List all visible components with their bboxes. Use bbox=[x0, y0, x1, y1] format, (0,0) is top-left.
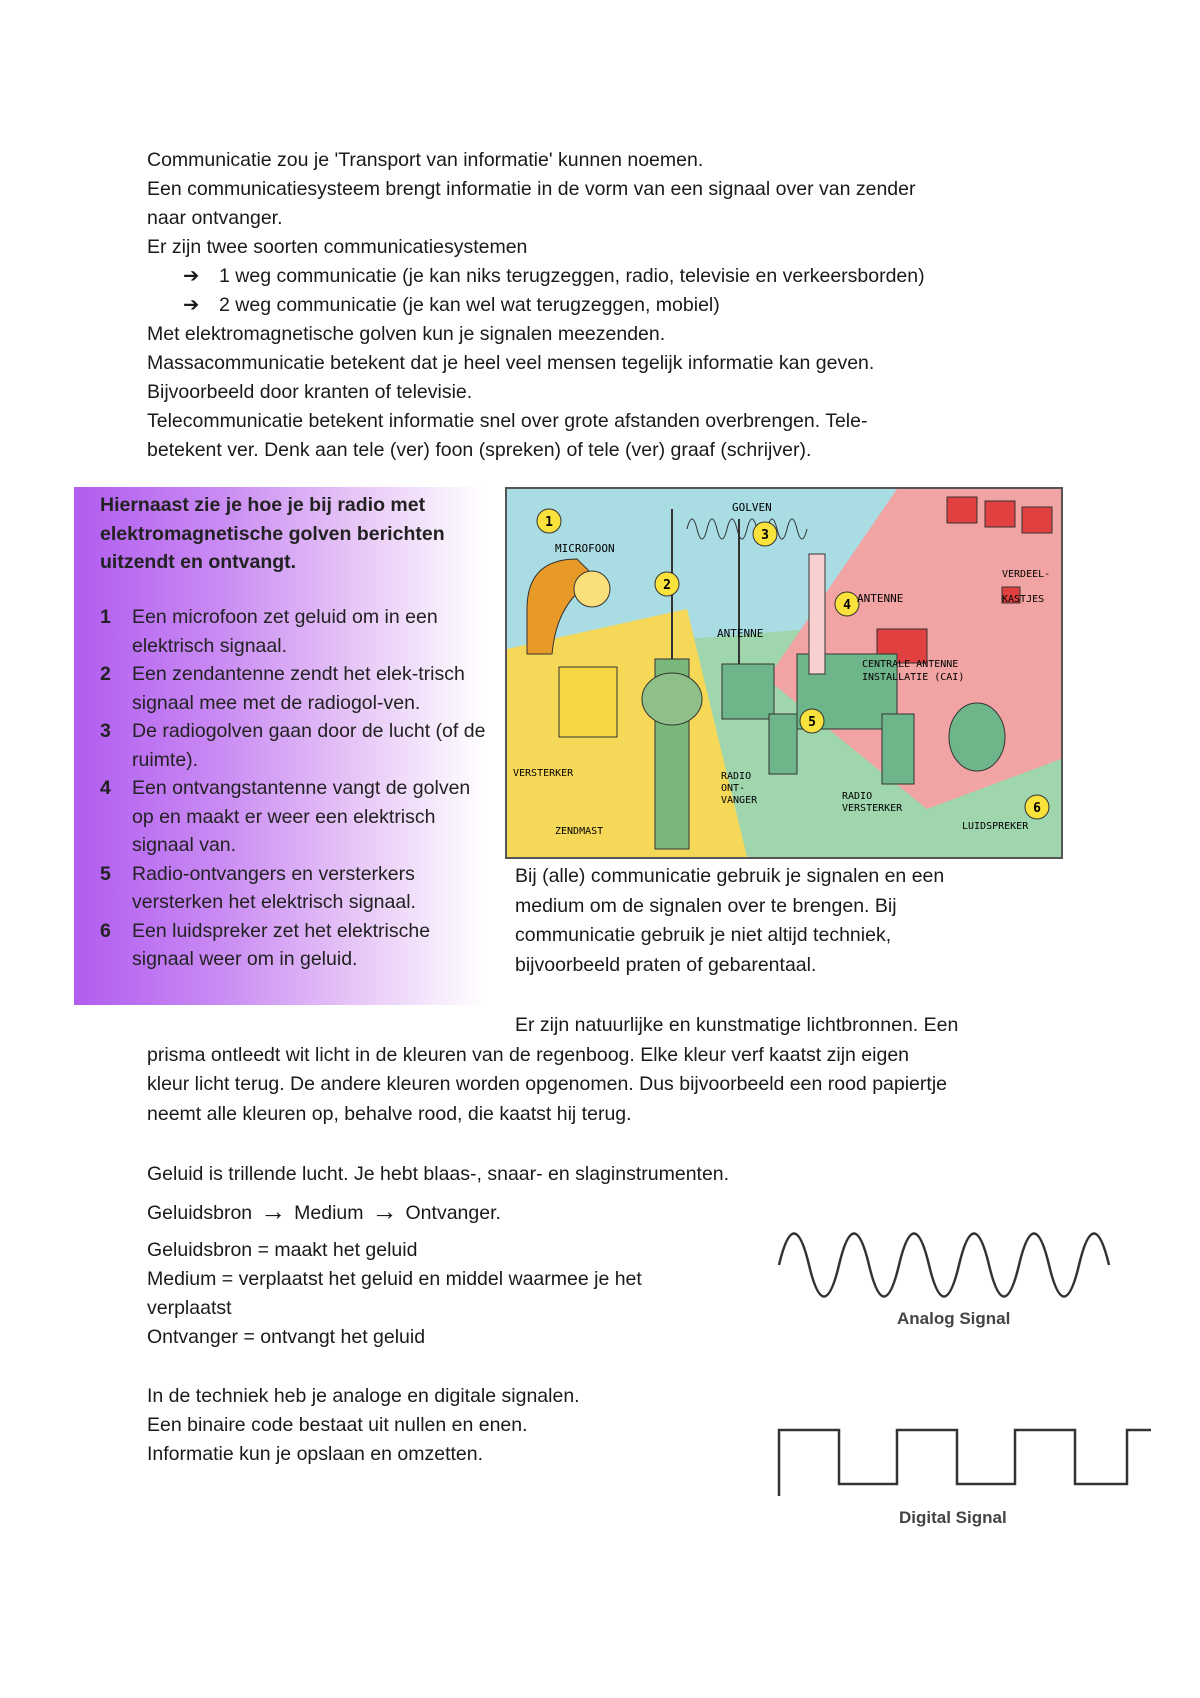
text-line: communicatie gebruik je niet altijd techniek, bbox=[515, 924, 892, 946]
label-radio-ontvanger: VANGER bbox=[721, 795, 758, 806]
label-radio-versterker: VERSTERKER bbox=[842, 803, 903, 814]
svg-text:1: 1 bbox=[545, 515, 553, 530]
label-microfoon: MICROFOON bbox=[555, 542, 615, 555]
label-cai: CENTRALE ANTENNE bbox=[862, 659, 959, 670]
label-golven: GOLVEN bbox=[732, 501, 772, 514]
text-line: Medium = verplaatst het geluid en middel waarmee je het bbox=[147, 1268, 642, 1290]
label-radio-versterker: RADIO bbox=[842, 791, 873, 802]
flow-medium: Medium bbox=[294, 1202, 364, 1224]
text-line: Er zijn natuurlijke en kunstmatige lichtbronnen. Een bbox=[515, 1014, 959, 1036]
svg-text:6: 6 bbox=[1033, 801, 1041, 816]
text-line: Informatie kun je opslaan en omzetten. bbox=[147, 1443, 484, 1465]
text-line: Communicatie zou je 'Transport van informatie' kunnen noemen. bbox=[147, 149, 704, 171]
text-line: medium om de signalen over te brengen. Bij bbox=[515, 894, 897, 917]
label-antenne: ANTENNE bbox=[717, 627, 764, 640]
marker-4 bbox=[835, 592, 859, 616]
digital-signal-label: Digital Signal bbox=[899, 1508, 1007, 1527]
svg-text:2: 2 bbox=[663, 578, 671, 593]
house-icon bbox=[947, 497, 977, 523]
text-line: Ontvanger = ontvangt het geluid bbox=[147, 1326, 426, 1348]
list-item: 2 Een zendantenne zendt het elek-trisch signaal mee met de radiogol-ven. bbox=[100, 663, 465, 714]
text-line: Een communicatiesysteem brengt informatie in de vorm van een signaal over van zender bbox=[147, 178, 916, 200]
radio-illustration bbox=[505, 487, 1063, 859]
text-line: Telecommunicatie betekent informatie snel over grote afstanden overbrengen. Tele- bbox=[147, 410, 868, 432]
list-item: 1 Een microfoon zet geluid om in een elektrisch signaal. bbox=[100, 606, 438, 657]
text-line: In de techniek heb je analoge en digitale signalen. bbox=[147, 1385, 580, 1407]
marker-1 bbox=[537, 509, 561, 533]
text-line: Bij (alle) communicatie gebruik je signalen en een bbox=[515, 865, 945, 887]
text-line: bijvoorbeeld praten of gebarentaal. bbox=[515, 953, 817, 976]
signals-paragraph bbox=[147, 1382, 580, 1469]
marker-6 bbox=[1025, 795, 1049, 819]
marker-3 bbox=[753, 522, 777, 546]
radio-receiver-icon bbox=[722, 664, 774, 719]
speaker-box-icon bbox=[769, 714, 797, 774]
marker-5 bbox=[800, 709, 824, 733]
list-item: 5 Radio-ontvangers en versterkers versterken het elektrisch signaal. bbox=[100, 862, 416, 913]
microphone-head bbox=[574, 571, 610, 607]
arrow-icon: ➔ bbox=[183, 294, 200, 316]
tower-top bbox=[642, 673, 702, 725]
marker-2 bbox=[655, 572, 679, 596]
intro-paragraph bbox=[147, 146, 925, 465]
label-kastjes: KASTJES bbox=[1002, 594, 1045, 605]
label-radio-ontvanger: RADIO bbox=[721, 771, 752, 782]
label-cai: INSTALLATIE (CAI) bbox=[862, 672, 965, 683]
label-antenne: ANTENNE bbox=[857, 592, 904, 605]
text-line: Een binaire code bestaat uit nullen en enen. bbox=[147, 1414, 528, 1436]
text-line: Geluidsbron = maakt het geluid bbox=[147, 1239, 418, 1261]
amplifier-icon bbox=[559, 667, 617, 737]
text-line: Massacommunicatie betekent dat je heel veel mensen tegelijk informatie kan geven. bbox=[147, 352, 875, 374]
house-icon bbox=[1022, 507, 1052, 533]
text-line: neemt alle kleuren op, behalve rood, die kaatst hij terug. bbox=[147, 1102, 632, 1125]
label-radio-ontvanger: ONT- bbox=[721, 783, 746, 794]
digital-signal-figure bbox=[775, 1418, 1155, 1538]
radio-explanation-box bbox=[74, 487, 486, 1005]
text-line: Er zijn twee soorten communicatiesystemen bbox=[147, 236, 528, 258]
analog-signal-figure bbox=[775, 1225, 1115, 1335]
waves-icon bbox=[687, 519, 807, 539]
text-line: verplaatst bbox=[147, 1297, 232, 1319]
list-item: 6 Een luidspreker zet het elektrische signaal weer om in geluid. bbox=[100, 919, 431, 970]
arrow-right-icon: → bbox=[260, 1196, 287, 1226]
flow-source: Geluidsbron bbox=[147, 1202, 253, 1224]
square-wave-icon bbox=[775, 1418, 1155, 1498]
flow-receiver: Ontvanger. bbox=[405, 1202, 501, 1224]
bullet-item: ➔ 1 weg communicatie (je kan niks terugzeggen, radio, televisie en verkeersborden) bbox=[147, 262, 925, 291]
light-paragraph bbox=[147, 1011, 958, 1129]
arrow-right-icon: → bbox=[371, 1196, 398, 1226]
svg-text:3: 3 bbox=[761, 528, 769, 543]
arrow-icon: ➔ bbox=[183, 265, 200, 287]
text-line: prisma ontleedt wit licht in de kleuren van de regenboog. Elke kleur verf kaatst zijn eigen bbox=[147, 1043, 910, 1066]
text-line: naar ontvanger. bbox=[147, 207, 283, 229]
antenna-mast-icon bbox=[809, 554, 825, 674]
sound-intro: Geluid is trillende lucht. Je hebt blaas-, snaar- en slaginstrumenten. bbox=[147, 1163, 730, 1185]
text-line: Bijvoorbeeld door kranten of televisie. bbox=[147, 381, 473, 403]
text-line: Met elektromagnetische golven kun je signalen meezenden. bbox=[147, 323, 666, 345]
sidebox-intro: Hiernaast zie je hoe je bij radio met elektromagnetische golven berichten uitzendt en ontvangt. bbox=[100, 494, 445, 573]
label-verdeel: VERDEEL- bbox=[1002, 569, 1051, 580]
text-line: betekent ver. Denk aan tele (ver) foon (spreken) of tele (ver) graaf (schrijver). bbox=[147, 439, 812, 461]
sound-definitions bbox=[147, 1236, 642, 1352]
sidebox-list bbox=[100, 603, 490, 974]
bullet-item: ➔ 2 weg communicatie (je kan wel wat terugzeggen, mobiel) bbox=[147, 291, 925, 320]
house-icon bbox=[985, 501, 1015, 527]
list-item: 3 De radiogolven gaan door de lucht (of de ruimte). bbox=[100, 720, 486, 771]
list-item: 4 Een ontvangstantenne vangt de golven op en maakt er weer een elektrisch signaal van. bbox=[100, 777, 471, 856]
speaker-box-icon bbox=[882, 714, 914, 784]
svg-text:5: 5 bbox=[808, 715, 816, 730]
illustration-caption bbox=[515, 862, 944, 980]
analog-signal-label: Analog Signal bbox=[897, 1309, 1011, 1328]
svg-text:4: 4 bbox=[843, 598, 851, 613]
sound-flow bbox=[147, 1196, 501, 1228]
loudspeaker-icon bbox=[949, 703, 1005, 771]
label-versterker: VERSTERKER bbox=[513, 768, 574, 779]
sine-wave-icon bbox=[775, 1225, 1115, 1305]
label-zendmast: ZENDMAST bbox=[555, 826, 604, 837]
text-line: kleur licht terug. De andere kleuren worden opgenomen. Dus bijvoorbeeld een rood papiertje bbox=[147, 1073, 947, 1095]
radio-illustration-drawing bbox=[507, 489, 1061, 857]
label-luidspreker: LUIDSPREKER bbox=[962, 821, 1029, 832]
